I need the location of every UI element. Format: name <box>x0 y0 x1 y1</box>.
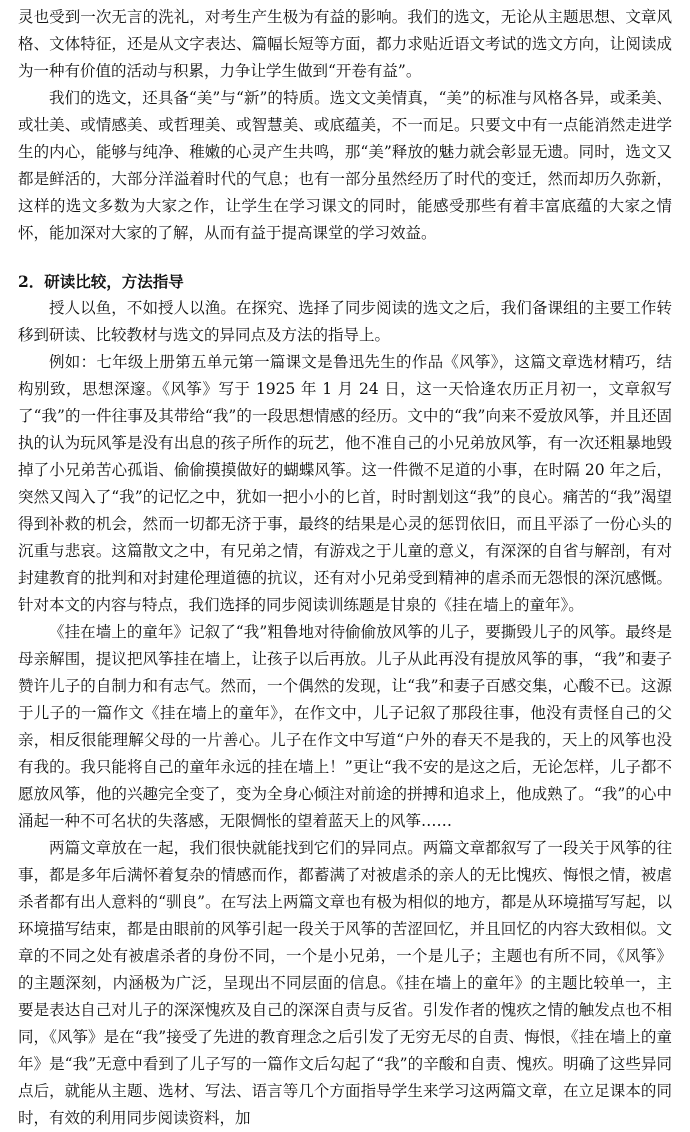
paragraph-teach-fishing: 授人以鱼，不如授人以渔。在探究、选择了同步阅读的选文之后，我们备课组的主要工作转移到研读、比较教材与选文的异同点及方法的指导上。 <box>18 299 672 344</box>
paragraph-comparison: 两篇文章放在一起，我们很快就能找到它们的异同点。两篇文章都叙写了一段关于风筝的往事，都是多年后满怀着复杂的情感而作，都蓄满了对被虐杀的亲人的无比愧疚、悔恨之情，被虐杀者都有出人意料的“驯良”。在写法上两篇文章也有极为相似的地方，都是从环境描写写起，以环境描写结束，都是由眼前的风筝引起一段关于风筝的苦涩回忆，并且回忆的内容大致相似。文章的不同之处有被虐杀者的身份不同，一个是小兄弟，一个是儿子；主题也有所不同，《风筝》的主题深刻，内涵极为广泛，呈现出不同层面的信息。《挂在墙上的童年》的主题比较单一，主要是表达自己对儿子的深深愧疚及自己的深深自责与反省。引发作者的愧疚之情的触发点也不相同，《风筝》是在“我”接受了先进的教育理念之后引发了无穷无尽的自责、悔恨，《挂在墙上的童年》是“我”无意中看到了儿子写的一篇作文后勾起了“我”的辛酸和自责、愧疚。明确了这些异同点后，就能从主题、选材、写法、语言等几个方面指导学生来学习这两篇文章，在立足课本的同时，有效的利用同步阅读资料，加 <box>18 839 672 1127</box>
paragraph-continued: 灵也受到一次无言的洗礼，对考生产生极为有益的影响。我们的选文，无论从主题思想、文章风格、文体特征，还是从文字表达、篇幅长短等方面，都力求贴近语文考试的选文方向，让阅读成为一种有价值的活动与积累，力争让学生做到“开卷有益”。 <box>18 8 672 80</box>
paragraph-childhood-on-wall: 《挂在墙上的童年》记叙了“我”粗鲁地对待偷偷放风筝的儿子，要撕毁儿子的风筝。最终是母亲解围，提议把风筝挂在墙上，让孩子以后再放。儿子从此再没有提放风筝的事，“我”和妻子赞许儿子的自制力和有志气。然而，一个偶然的发现，让“我”和妻子百感交集，心酸不已。这源于儿子的一篇作文《挂在墙上的童年》，在作文中，儿子记叙了那段往事，他没有责怪自己的父亲，相反很能理解父母的一片善心。儿子在作文中写道“户外的春天不是我的，天上的风筝也没有我的。我只能将自己的童年永远的挂在墙上！”更让“我不安的是这之后，无论怎样，儿子都不愿放风筝，他的兴趣完全变了，变为全身心倾注对前途的拼搏和追求上，他成熟了。“我”的心中涌起一种不可名状的失落感，无限惆怅的望着蓝天上的风筝…… <box>18 623 672 830</box>
paragraph-example-kite: 例如：七年级上册第五单元第一篇课文是鲁迅先生的作品《风筝》，这篇文章选材精巧，结构别致，思想深邃。《风筝》写于 1925 年 1 月 24 日，这一天恰逢农历正月初一，文章叙写了“我”的一件往事及其带给“我”的一段思想情感的经历。文中的“我”向来不爱放风筝，并且还固执的认为玩风筝是没有出息的孩子所作的玩艺，他不准自己的小兄弟放风筝，有一次还粗暴地毁掉了小兄弟苦心孤诣、偷偷摸摸做好的蝴蝶风筝。这一件微不足道的小事，在时隔 20 年之后，突然又闯入了“我”的记忆之中，犹如一把小小的匕首，时时割划这“我”的良心。痛苦的“我”渴望得到补救的机会，然而一切都无济于事，最终的结果是心灵的惩罚依旧，而且平添了一份心头的沉重与悲哀。这篇散文之中，有兄弟之情，有游戏之于儿童的意义，有深深的自省与解剖，有对封建教育的批判和对封建伦理道德的抗议，还有对小兄弟受到精神的虐杀而无怨恨的深沉感慨。针对本文的内容与特点，我们选择的同步阅读训练题是甘泉的《挂在墙上的童年》。 <box>18 353 672 614</box>
section-heading: 2．研读比较，方法指导 <box>18 272 184 291</box>
paragraph-beauty-and-novelty: 我们的选文，还具备“美”与“新”的特质。选文文美情真，“美”的标准与风格各异，或柔美、或壮美、或情感美、或哲理美、或智慧美、或底蕴美，不一而足。只要文中有一点能消然走进学生的内心，能够与纯净、稚嫩的心灵产生共鸣，那“美”释放的魅力就会彰显无遗。同时，选文又都是鲜活的，大部分洋溢着时代的气息；也有一部分虽然经历了时代的变迁，然而却历久弥新，这样的选文多数为大家之作，让学生在学习课文的同时，能感受那些有着丰富底蕴的大家之情怀，能加深对大家的了解，从而有益于提高课堂的学习效益。 <box>18 89 672 242</box>
